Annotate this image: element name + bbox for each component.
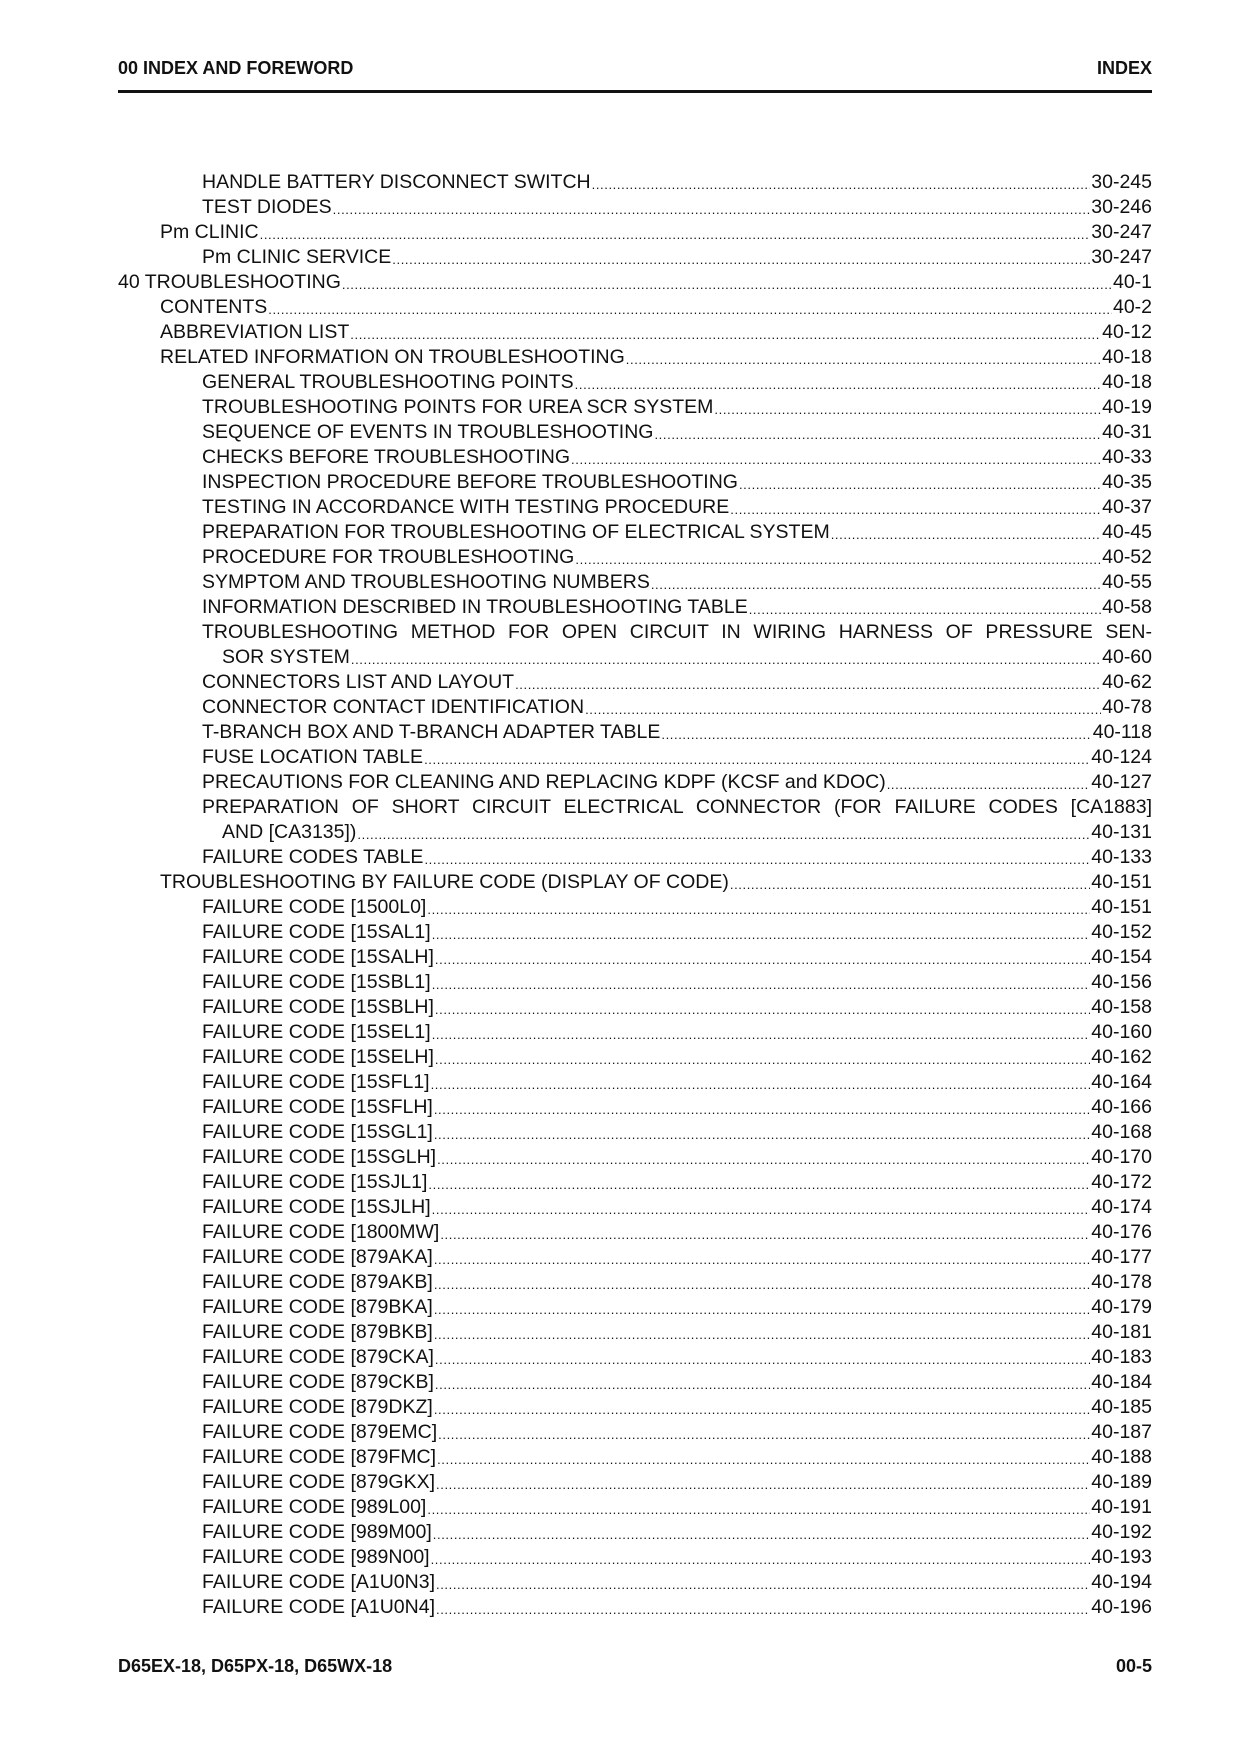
toc-entry-page: 40-177 <box>1091 1246 1152 1268</box>
toc-entry-title: FAILURE CODE [15SGLH] <box>202 1146 437 1168</box>
toc-leader <box>431 1075 1091 1095</box>
toc-entry[interactable] <box>118 695 1152 720</box>
toc-entry[interactable] <box>118 1595 1152 1620</box>
toc-entry-title: FAILURE CODE [A1U0N4] <box>202 1596 435 1618</box>
toc-entry-page: 40-170 <box>1091 1146 1152 1168</box>
toc-entry-page: 40-78 <box>1102 696 1152 718</box>
toc-entry[interactable] <box>118 1545 1152 1570</box>
toc-entry-page: 40-37 <box>1102 496 1152 518</box>
toc-entry[interactable] <box>118 1470 1152 1495</box>
toc-leader <box>654 425 1101 445</box>
toc-entry-title: FAILURE CODE [15SEL1] <box>202 1021 431 1043</box>
toc-entry[interactable] <box>118 220 1152 245</box>
toc-leader <box>333 200 1091 220</box>
toc-leader <box>432 975 1091 995</box>
toc-entry-title: CONNECTORS LIST AND LAYOUT <box>202 671 515 693</box>
toc-entry-title: HANDLE BATTERY DISCONNECT SWITCH <box>202 171 591 193</box>
toc-entry-title: PREPARATION FOR TROUBLESHOOTING OF ELECTRICAL SYSTEM <box>202 521 830 543</box>
toc-leader <box>592 175 1091 195</box>
toc-entry[interactable] <box>118 545 1152 570</box>
toc-leader <box>585 700 1101 720</box>
toc-leader <box>435 1000 1090 1020</box>
toc-entry-title: SYMPTOM AND TROUBLESHOOTING NUMBERS <box>202 571 650 593</box>
toc-entry-title: FAILURE CODE [879CKB] <box>202 1371 434 1393</box>
toc-entry[interactable] <box>118 1570 1152 1595</box>
toc-entry-page: 40-58 <box>1102 596 1152 618</box>
toc-entry-title-continued: SOR SYSTEM <box>222 646 350 668</box>
toc-entry-title: FAILURE CODE [879DKZ] <box>202 1396 433 1418</box>
toc-entry[interactable] <box>118 970 1152 995</box>
toc-entry[interactable] <box>118 1495 1152 1520</box>
toc-entry[interactable] <box>118 1195 1152 1220</box>
toc-leader <box>424 850 1090 870</box>
toc-entry-title: CONTENTS <box>160 296 268 318</box>
toc-leader <box>440 1225 1090 1245</box>
toc-entry[interactable] <box>118 245 1152 270</box>
toc-entry-title: INFORMATION DESCRIBED IN TROUBLESHOOTING TABLE <box>202 596 748 618</box>
toc-leader <box>424 750 1090 770</box>
toc-entry-page: 40-127 <box>1091 771 1152 793</box>
toc-entry-page: 40-191 <box>1091 1496 1152 1518</box>
toc-leader <box>515 675 1101 695</box>
toc-leader <box>438 1425 1090 1445</box>
toc-leader <box>260 225 1091 245</box>
toc-entry[interactable] <box>118 770 1152 795</box>
toc-entry[interactable] <box>118 395 1152 420</box>
toc-entry-page: 40-179 <box>1091 1296 1152 1318</box>
toc-entry-title: CONNECTOR CONTACT IDENTIFICATION <box>202 696 585 718</box>
toc-entry-title: FAILURE CODE [879FMC] <box>202 1446 437 1468</box>
toc-entry-page: 40-118 <box>1092 721 1152 743</box>
header-section-title: 00 INDEX AND FOREWORD <box>118 58 354 78</box>
toc-leader <box>427 1500 1090 1520</box>
toc-leader <box>575 550 1101 570</box>
toc-leader <box>435 1350 1090 1370</box>
toc-entry-page: 40-168 <box>1091 1121 1152 1143</box>
footer-page-number: 00-5 <box>1115 1656 1152 1676</box>
toc-leader <box>435 1375 1090 1395</box>
toc-entry[interactable] <box>118 645 1152 670</box>
toc-entry[interactable] <box>118 920 1152 945</box>
toc-entry-title: TESTING IN ACCORDANCE WITH TESTING PROCEDURE <box>202 496 730 518</box>
toc-entry-page: 40-166 <box>1091 1096 1152 1118</box>
toc-entry-page: 30-247 <box>1091 221 1152 243</box>
toc-entry[interactable] <box>118 1420 1152 1445</box>
toc-entry-page: 30-247 <box>1091 246 1152 268</box>
toc-entry-page: 40-181 <box>1091 1321 1152 1343</box>
toc-entry-page: 40-131 <box>1091 821 1152 843</box>
toc-entry-title: FAILURE CODE [879AKB] <box>202 1271 433 1293</box>
toc-entry[interactable] <box>118 820 1152 845</box>
toc-entry-page: 40-18 <box>1102 346 1152 368</box>
toc-entry-title: FAILURE CODE [879BKB] <box>202 1321 433 1343</box>
toc-entry-page: 40-194 <box>1091 1571 1152 1593</box>
toc-entry-title: T-BRANCH BOX AND T-BRANCH ADAPTER TABLE <box>202 721 661 743</box>
toc-leader <box>437 1450 1090 1470</box>
toc-leader <box>575 375 1101 395</box>
page-footer <box>118 1656 1152 1677</box>
toc-leader <box>434 1250 1090 1270</box>
toc-leader <box>427 900 1090 920</box>
toc-entry-title: RELATED INFORMATION ON TROUBLESHOOTING <box>160 346 625 368</box>
toc-entry-page: 40-158 <box>1091 996 1152 1018</box>
toc-entry[interactable] <box>118 995 1152 1020</box>
toc-entry-page: 40-31 <box>1102 421 1152 443</box>
toc-leader <box>434 1275 1090 1295</box>
toc-entry-title: FAILURE CODE [15SGL1] <box>202 1121 433 1143</box>
toc-entry-page: 40-176 <box>1091 1221 1152 1243</box>
toc-entry[interactable] <box>118 845 1152 870</box>
toc-leader <box>434 1325 1090 1345</box>
toc-entry[interactable] <box>118 1120 1152 1145</box>
toc-entry[interactable] <box>118 320 1152 345</box>
toc-entry-title: FAILURE CODE [989L00] <box>202 1496 427 1518</box>
toc-entry-title: FAILURE CODE [879CKA] <box>202 1346 434 1368</box>
toc-entry-title: FAILURE CODE [15SBLH] <box>202 996 434 1018</box>
toc-leader <box>428 1175 1090 1195</box>
toc-leader <box>431 1550 1091 1570</box>
toc-entry[interactable] <box>118 1345 1152 1370</box>
toc-entry-page: 40-33 <box>1102 446 1152 468</box>
toc-entry-page: 40-2 <box>1112 296 1152 318</box>
toc-entry[interactable] <box>118 1270 1152 1295</box>
toc-entry-title: FAILURE CODE [15SELH] <box>202 1046 434 1068</box>
toc-leader <box>730 875 1090 895</box>
toc-entry-page: 40-183 <box>1091 1346 1152 1368</box>
toc-entry[interactable] <box>118 1145 1152 1170</box>
toc-entry-title-continued: AND [CA3135]) <box>222 821 357 843</box>
toc-entry-page: 40-154 <box>1091 946 1152 968</box>
toc-entry-title: FAILURE CODE [15SALH] <box>202 946 434 968</box>
toc-entry[interactable] <box>118 595 1152 620</box>
table-of-contents <box>118 170 1152 1620</box>
toc-entry-title: FUSE LOCATION TABLE <box>202 746 424 768</box>
toc-entry-title: FAILURE CODE [15SAL1] <box>202 921 431 943</box>
toc-entry-title: TEST DIODES <box>202 196 332 218</box>
toc-entry-title: CHECKS BEFORE TROUBLESHOOTING <box>202 446 571 468</box>
toc-entry-page: 40-193 <box>1091 1546 1152 1568</box>
toc-entry[interactable] <box>118 1070 1152 1095</box>
toc-entry-title: FAILURE CODES TABLE <box>202 846 424 868</box>
toc-entry-title: FAILURE CODE [1800MW] <box>202 1221 440 1243</box>
toc-entry-title: INSPECTION PROCEDURE BEFORE TROUBLESHOOTING <box>202 471 738 493</box>
toc-entry-title: TROUBLESHOOTING POINTS FOR UREA SCR SYSTEM <box>202 396 714 418</box>
toc-entry[interactable] <box>118 1445 1152 1470</box>
toc-leader <box>268 300 1112 320</box>
toc-leader <box>887 775 1091 795</box>
toc-entry-page: 40-174 <box>1091 1196 1152 1218</box>
toc-leader <box>342 275 1112 295</box>
toc-entry[interactable] <box>118 1370 1152 1395</box>
toc-entry-first-line[interactable]: TROUBLESHOOTING METHOD FOR OPEN CIRCUIT IN WIRING HARNESS OF PRESSURE SEN- <box>202 621 1152 643</box>
toc-entry-page: 40-55 <box>1102 571 1152 593</box>
toc-entry[interactable] <box>118 1020 1152 1045</box>
toc-entry[interactable] <box>118 295 1152 320</box>
toc-entry[interactable] <box>118 195 1152 220</box>
toc-leader <box>434 1400 1090 1420</box>
toc-entry-title: FAILURE CODE [15SJLH] <box>202 1196 431 1218</box>
toc-entry-page: 40-19 <box>1102 396 1152 418</box>
toc-entry-title: FAILURE CODE [15SFLH] <box>202 1096 433 1118</box>
toc-leader <box>730 500 1101 520</box>
toc-leader <box>739 475 1101 495</box>
toc-entry-page: 40-188 <box>1091 1446 1152 1468</box>
toc-entry[interactable] <box>118 1170 1152 1195</box>
toc-entry-page: 40-164 <box>1091 1071 1152 1093</box>
toc-leader <box>437 1150 1090 1170</box>
toc-entry[interactable] <box>118 570 1152 595</box>
toc-entry-page: 40-152 <box>1091 921 1152 943</box>
toc-leader <box>749 600 1101 620</box>
toc-entry-title: FAILURE CODE [1500L0] <box>202 896 427 918</box>
toc-entry[interactable] <box>118 1520 1152 1545</box>
toc-leader <box>661 725 1091 745</box>
toc-entry-page: 40-124 <box>1091 746 1152 768</box>
toc-leader <box>357 825 1090 845</box>
toc-entry[interactable] <box>118 1295 1152 1320</box>
toc-entry-title: Pm CLINIC SERVICE <box>202 246 392 268</box>
toc-leader <box>351 650 1101 670</box>
toc-entry-title: GENERAL TROUBLESHOOTING POINTS <box>202 371 574 393</box>
toc-leader <box>432 1025 1091 1045</box>
toc-entry-title: FAILURE CODE [879AKA] <box>202 1246 433 1268</box>
toc-leader <box>435 1050 1090 1070</box>
toc-entry-page: 40-184 <box>1091 1371 1152 1393</box>
toc-leader <box>651 575 1101 595</box>
toc-leader <box>434 1100 1090 1120</box>
toc-entry[interactable] <box>118 745 1152 770</box>
toc-entry[interactable] <box>118 1095 1152 1120</box>
toc-entry-title: 40 TROUBLESHOOTING <box>118 271 341 293</box>
toc-leader <box>571 450 1101 470</box>
toc-entry[interactable] <box>118 270 1152 295</box>
toc-entry-title: TROUBLESHOOTING BY FAILURE CODE (DISPLAY OF CODE) <box>160 871 729 893</box>
toc-entry[interactable] <box>118 470 1152 495</box>
toc-entry[interactable] <box>118 720 1152 745</box>
toc-entry-title: SEQUENCE OF EVENTS IN TROUBLESHOOTING <box>202 421 654 443</box>
toc-entry-page: 40-62 <box>1102 671 1152 693</box>
toc-entry[interactable] <box>118 170 1152 195</box>
toc-leader <box>831 525 1101 545</box>
toc-entry-title: FAILURE CODE [879GKX] <box>202 1471 436 1493</box>
toc-leader <box>434 1125 1090 1145</box>
toc-entry-page: 40-192 <box>1091 1521 1152 1543</box>
toc-entry[interactable] <box>118 420 1152 445</box>
toc-entry-page: 40-189 <box>1091 1471 1152 1493</box>
toc-entry-title: FAILURE CODE [879EMC] <box>202 1421 438 1443</box>
toc-leader <box>350 325 1101 345</box>
toc-entry[interactable] <box>118 1245 1152 1270</box>
toc-leader <box>392 250 1090 270</box>
toc-leader <box>434 1300 1090 1320</box>
toc-entry[interactable] <box>118 520 1152 545</box>
toc-entry-title: Pm CLINIC <box>160 221 259 243</box>
toc-entry-page: 40-151 <box>1091 871 1152 893</box>
toc-entry[interactable] <box>118 370 1152 395</box>
toc-entry-page: 40-18 <box>1102 371 1152 393</box>
toc-entry-first-line[interactable]: PREPARATION OF SHORT CIRCUIT ELECTRICAL CONNECTOR (FOR FAILURE CODES [CA1883] <box>202 796 1152 818</box>
toc-entry-page: 40-45 <box>1102 521 1152 543</box>
toc-entry-title: FAILURE CODE [15SFL1] <box>202 1071 430 1093</box>
toc-entry[interactable] <box>118 945 1152 970</box>
toc-entry-title: FAILURE CODE [15SBL1] <box>202 971 431 993</box>
header-index-label: INDEX <box>1096 58 1152 78</box>
toc-entry-page: 40-162 <box>1091 1046 1152 1068</box>
toc-entry[interactable] <box>118 870 1152 895</box>
toc-leader <box>432 925 1091 945</box>
toc-entry-page: 40-133 <box>1091 846 1152 868</box>
toc-entry-page: 40-178 <box>1091 1271 1152 1293</box>
toc-entry-page: 30-245 <box>1091 171 1152 193</box>
toc-entry-title: FAILURE CODE [15SJL1] <box>202 1171 428 1193</box>
toc-entry-page: 40-12 <box>1102 321 1152 343</box>
toc-entry-page: 40-151 <box>1091 896 1152 918</box>
toc-leader <box>436 1600 1090 1620</box>
toc-entry[interactable] <box>118 445 1152 470</box>
page-header <box>118 56 1152 93</box>
toc-entry-page: 40-52 <box>1102 546 1152 568</box>
toc-leader <box>714 400 1101 420</box>
footer-model-list: D65EX-18, D65PX-18, D65WX-18 <box>118 1656 393 1676</box>
toc-entry-page: 40-1 <box>1112 271 1152 293</box>
toc-entry-page: 40-185 <box>1091 1396 1152 1418</box>
toc-leader <box>626 350 1101 370</box>
toc-entry-page: 30-246 <box>1091 196 1152 218</box>
toc-entry-page: 40-60 <box>1102 646 1152 668</box>
toc-entry[interactable] <box>118 895 1152 920</box>
toc-entry[interactable] <box>118 1395 1152 1420</box>
toc-entry[interactable] <box>118 495 1152 520</box>
toc-entry-title: ABBREVIATION LIST <box>160 321 350 343</box>
toc-entry-title: PROCEDURE FOR TROUBLESHOOTING <box>202 546 575 568</box>
toc-entry-page: 40-156 <box>1091 971 1152 993</box>
toc-entry-page: 40-35 <box>1102 471 1152 493</box>
toc-entry-page: 40-172 <box>1091 1171 1152 1193</box>
toc-entry[interactable] <box>118 345 1152 370</box>
toc-entry-title: FAILURE CODE [879BKA] <box>202 1296 433 1318</box>
toc-leader <box>436 1575 1090 1595</box>
toc-entry-page: 40-187 <box>1091 1421 1152 1443</box>
toc-entry-page: 40-196 <box>1091 1596 1152 1618</box>
toc-leader <box>435 950 1090 970</box>
toc-leader <box>432 1200 1091 1220</box>
toc-entry[interactable] <box>118 1220 1152 1245</box>
toc-entry-title: PRECAUTIONS FOR CLEANING AND REPLACING KDPF (KCSF and KDOC) <box>202 771 886 793</box>
toc-leader <box>436 1475 1090 1495</box>
toc-entry[interactable] <box>118 670 1152 695</box>
toc-entry[interactable] <box>118 1045 1152 1070</box>
toc-entry-title: FAILURE CODE [A1U0N3] <box>202 1571 435 1593</box>
toc-entry-title: FAILURE CODE [989N00] <box>202 1546 430 1568</box>
toc-entry-page: 40-160 <box>1091 1021 1152 1043</box>
toc-entry[interactable] <box>118 1320 1152 1345</box>
toc-leader <box>433 1525 1091 1545</box>
toc-entry-title: FAILURE CODE [989M00] <box>202 1521 432 1543</box>
